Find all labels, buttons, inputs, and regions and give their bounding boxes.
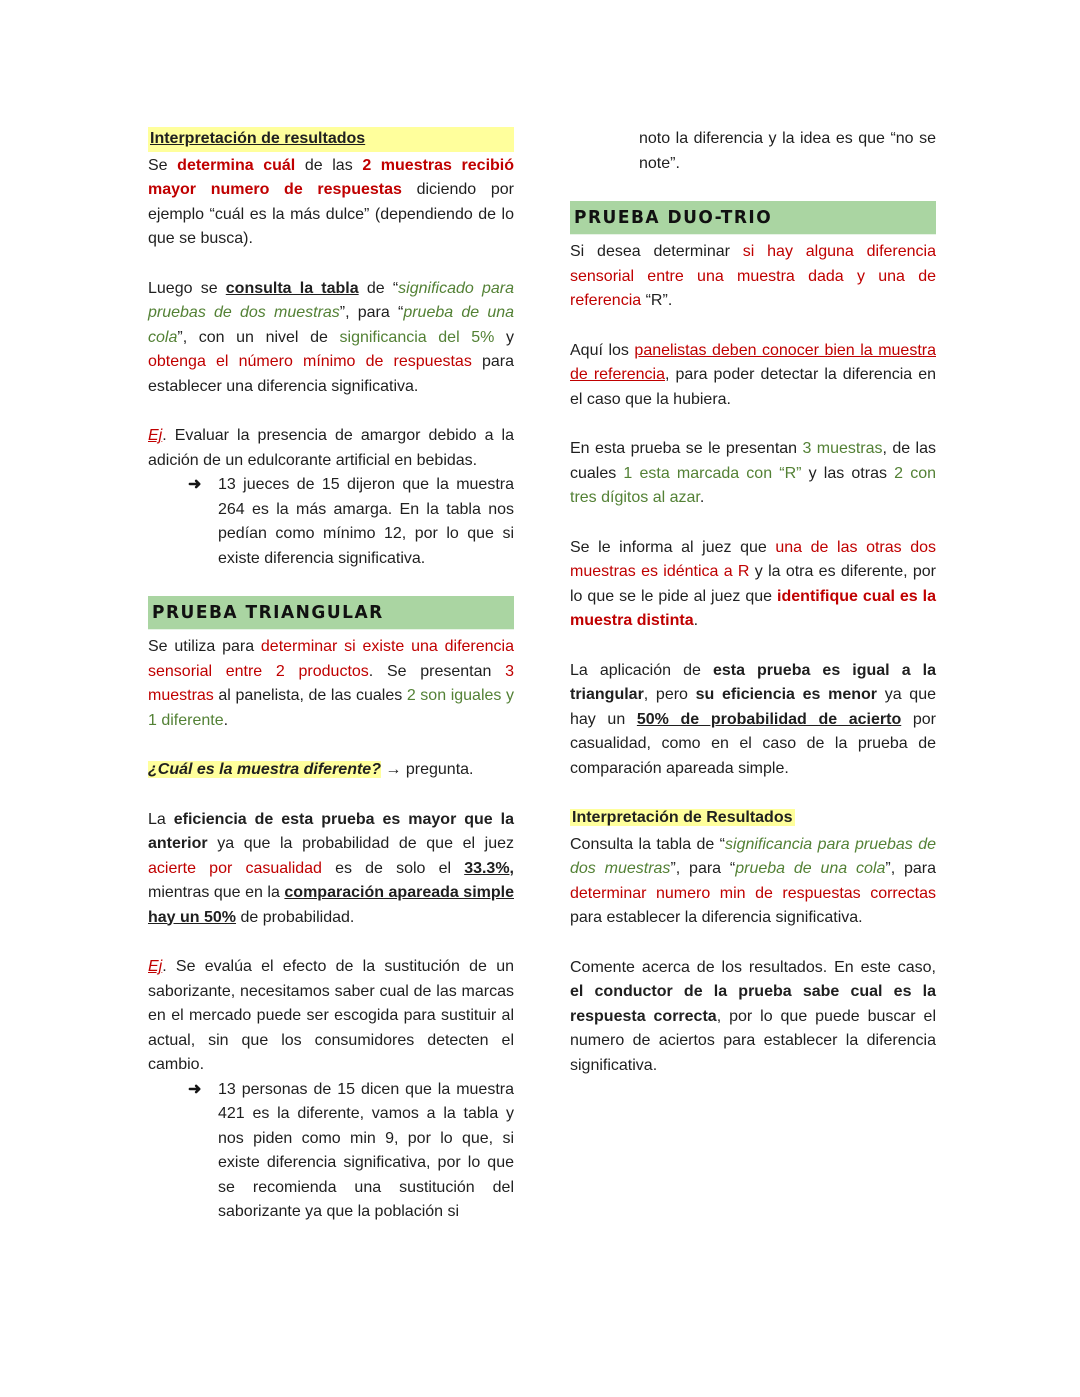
text-run: esta prueba es igual a la triangular bbox=[570, 661, 936, 703]
bullet-text bbox=[218, 473, 514, 571]
text-run: 3 muestras bbox=[148, 662, 515, 704]
subsection-heading bbox=[570, 806, 936, 831]
text-run: obtenga el número mínimo de respuestas bbox=[148, 353, 472, 370]
section-heading: PRUEBA DUO-TRIO bbox=[570, 201, 936, 234]
paragraph bbox=[570, 536, 936, 634]
text-run: para establecer la diferencia significativa. bbox=[570, 909, 863, 926]
text-run: el conductor de la prueba sabe cual es la respuesta correcta bbox=[570, 983, 936, 1025]
text-run: Ej bbox=[148, 958, 163, 975]
text-run: y bbox=[494, 328, 515, 346]
column-right bbox=[570, 127, 936, 1250]
text-run: . bbox=[693, 612, 699, 629]
text-run: Luego se bbox=[148, 279, 226, 297]
text-run: de probabilidad. bbox=[236, 908, 355, 926]
text-run: si hay alguna diferencia sensorial entre una muestra dada y una de referencia bbox=[570, 243, 936, 309]
text-run: . Evaluar la presencia de amargor debido a la adición de un edulcorante artificial en bebidas. bbox=[148, 427, 514, 469]
text-run: acierte por casualidad bbox=[148, 859, 322, 877]
text-run: ya que la probabilidad de que el juez bbox=[207, 835, 514, 852]
text-run: 3 muestras bbox=[802, 440, 883, 457]
paragraph bbox=[570, 127, 936, 176]
text-run: ya que hay un bbox=[570, 686, 937, 728]
text-run: 13 personas de 15 dicen que la muestra 421 es la diferente, vamos a la tabla y nos piden como min 9, por lo que, si existe diferencia significativa, por lo que se recomienda una sustitución del saborizante ya que la población si bbox=[218, 1080, 514, 1220]
text-run: , para poder detectar la diferencia en el caso que la hubiera. bbox=[570, 366, 937, 408]
text-run: ”, para “ bbox=[670, 860, 736, 877]
bullet-item bbox=[188, 473, 514, 571]
text-run: ¿Cuál es la muestra diferente? bbox=[148, 761, 381, 778]
text-run: pregunta. bbox=[401, 761, 474, 778]
text-run: Ej bbox=[148, 427, 163, 444]
text-run: eficiencia de esta prueba es mayor que la anterior bbox=[148, 810, 514, 852]
text-run: identifique cual es la muestra distinta bbox=[570, 587, 937, 629]
text-run: panelistas deben conocer bien la muestra de referencia bbox=[570, 341, 936, 383]
text-run: es de solo el bbox=[321, 859, 465, 877]
paragraph bbox=[148, 424, 514, 473]
text-run: significancia del 5% bbox=[339, 328, 495, 346]
text-run: → bbox=[385, 761, 402, 778]
text-run: consulta la tabla bbox=[225, 279, 359, 297]
text-run: para establecer una diferencia significativa. bbox=[148, 353, 515, 395]
text-run: 50% de probabilidad de acierto bbox=[636, 710, 902, 728]
paragraph bbox=[148, 808, 514, 931]
text-run: ”, para “ bbox=[339, 304, 404, 321]
text-run: comparación apareada simple hay un 50% bbox=[148, 884, 514, 926]
text-run: “R”. bbox=[641, 292, 673, 309]
text-run: de las bbox=[295, 156, 363, 174]
text-run: una de las otras dos muestras es idéntica a R bbox=[570, 538, 937, 580]
text-run: Consulta la tabla de “ bbox=[570, 835, 726, 853]
paragraph bbox=[570, 956, 936, 1079]
paragraph bbox=[148, 955, 514, 1078]
text-run: ”, para bbox=[885, 860, 937, 877]
text-run: Se utiliza para bbox=[148, 638, 261, 655]
text-run: , por lo que puede buscar el numero de aciertos para establecer la diferencia significativa. bbox=[570, 1007, 937, 1074]
text-run: . Se presentan bbox=[368, 662, 506, 680]
text-run: noto la diferencia y la idea es que “no se note”. bbox=[639, 130, 936, 172]
bullet-text bbox=[218, 1078, 514, 1225]
column-left bbox=[148, 127, 514, 1250]
paragraph bbox=[148, 758, 514, 783]
paragraph bbox=[570, 659, 936, 782]
paragraph bbox=[570, 240, 936, 314]
text-run: Comente acerca de los resultados. En este caso, bbox=[570, 958, 936, 976]
paragraph bbox=[570, 833, 936, 931]
text-run: . bbox=[223, 711, 229, 729]
subsection-heading: Interpretación de resultados bbox=[148, 127, 514, 152]
subsection-heading-text: Interpretación de Resultados bbox=[572, 809, 793, 826]
text-run: determinar numero min de respuestas correctas bbox=[570, 884, 936, 902]
text-run: prueba de una cola bbox=[148, 304, 515, 346]
text-run: , de las cuales bbox=[570, 440, 936, 482]
text-run: 2 son iguales y 1 diferente bbox=[148, 687, 514, 729]
text-run: mientras que en la bbox=[148, 884, 285, 901]
text-run: y la otra es diferente, por lo que se le pide al juez que bbox=[570, 563, 937, 605]
text-run: Si desea determinar bbox=[570, 243, 743, 260]
text-run: por casualidad, como en el caso de la prueba de comparación apareada simple. bbox=[570, 710, 936, 777]
text-run: La aplicación de bbox=[570, 661, 713, 679]
text-run: En esta prueba se le presentan bbox=[570, 440, 803, 457]
paragraph bbox=[148, 154, 514, 252]
text-run: significancia para pruebas de dos muestras bbox=[570, 835, 937, 877]
paragraph bbox=[148, 277, 514, 400]
paragraph bbox=[570, 437, 936, 511]
paragraph bbox=[570, 339, 936, 413]
text-run: Se le informa al juez que bbox=[570, 538, 776, 556]
text-run: al panelista, de las cuales bbox=[213, 687, 407, 704]
section-heading: PRUEBA TRIANGULAR bbox=[148, 596, 514, 629]
arrow-bullet-icon: ➜ bbox=[188, 1080, 202, 1098]
text-run: Se bbox=[148, 156, 178, 174]
text-run: su eficiencia es menor bbox=[695, 686, 878, 703]
text-run: ”, con un nivel de bbox=[177, 328, 340, 346]
text-run: prueba de una cola bbox=[735, 860, 886, 877]
text-run: 2 con tres dígitos al azar bbox=[570, 464, 936, 506]
arrow-bullet-icon: ➜ bbox=[188, 476, 202, 493]
text-run: La bbox=[148, 810, 174, 828]
text-run: de “ bbox=[358, 279, 399, 297]
text-run: . bbox=[699, 489, 705, 506]
text-run: diciendo por ejemplo “cuál es la más dulce” (dependiendo de lo que se busca). bbox=[148, 181, 514, 247]
paragraph bbox=[148, 635, 514, 733]
text-run: 1 esta marcada con “R” bbox=[623, 464, 802, 482]
text-run: , pero bbox=[643, 686, 696, 703]
text-run: 13 jueces de 15 dijeron que la muestra 264 es la más amarga. En la tabla nos pedían como mínimo 12, por lo que si existe diferencia significativa. bbox=[218, 476, 514, 567]
text-run: determina cuál bbox=[177, 156, 296, 174]
text-run: determinar si existe una diferencia sensorial entre 2 productos bbox=[148, 638, 514, 680]
text-run: . Se evalúa el efecto de la sustitución de un saborizante, necesitamos saber cual de las marcas en el mercado puede ser escogida para sustituir al actual, sin que los consumidores detecten el cambio. bbox=[148, 958, 514, 1073]
text-run: y las otras bbox=[801, 464, 895, 482]
text-run: 33.3%, bbox=[464, 859, 514, 877]
text-run: significado para pruebas de dos muestras bbox=[148, 279, 514, 321]
text-run: Aquí los bbox=[570, 341, 635, 359]
bullet-item bbox=[188, 1078, 514, 1225]
text-run: 2 muestras recibió mayor numero de respuestas bbox=[148, 156, 515, 198]
